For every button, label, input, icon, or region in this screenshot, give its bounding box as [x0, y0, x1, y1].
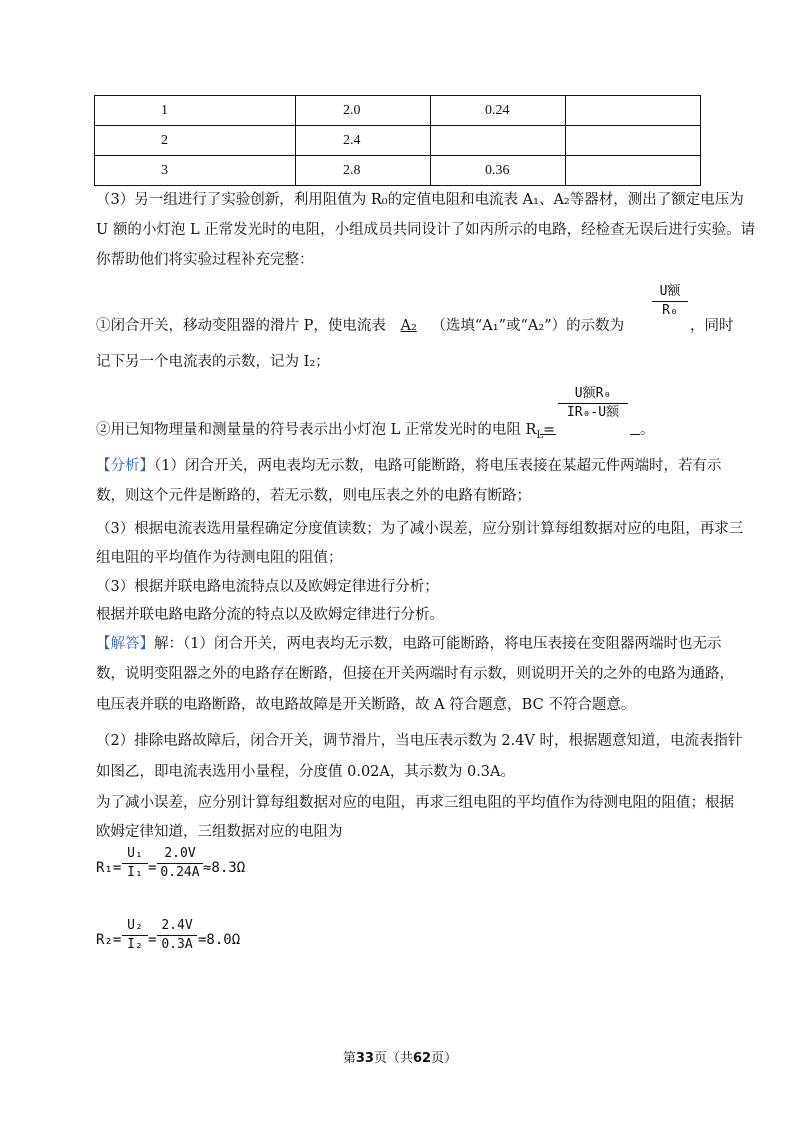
page-total: 62	[413, 1051, 432, 1066]
r1-fraction-1	[122, 846, 148, 881]
r1-f2-den: 0.24A	[160, 865, 200, 880]
r2-f1-den: I₂	[127, 937, 143, 952]
footer-mid: 页（共	[373, 1051, 413, 1066]
analysis-line-6: 根据并联电路电路分流的特点以及欧姆定律进行分析。	[96, 607, 444, 623]
step2-fraction	[558, 386, 628, 421]
fraction-bar	[652, 301, 688, 302]
table-cell: 2	[95, 126, 296, 156]
r1-result: ≈8.3Ω	[203, 860, 246, 876]
step1-frac-den: R₀	[662, 303, 678, 318]
page-number: 33	[355, 1051, 374, 1066]
analysis-line-2: 数，则这个元件是断路的，若无示数，则电压表之外的电路有断路；	[96, 488, 531, 504]
step1-text-a: ①闭合开关，移动变阻器的滑片 P，使电流表	[96, 318, 386, 334]
table-cell: 0.24	[431, 96, 566, 126]
step2-frac-num: U额R₀	[574, 386, 612, 401]
r2-lhs: R₂=	[96, 932, 122, 948]
fraction-bar	[157, 935, 197, 936]
analysis-line-1	[96, 456, 721, 476]
step1-frac-num: U额	[659, 284, 681, 299]
table-cell	[566, 156, 701, 186]
q3-line-3: 你帮助他们将实验过程补充完整：	[96, 252, 314, 268]
table-cell: 3	[95, 156, 296, 186]
solution-text: 解：（1）闭合开关，两电表均无示数，电路可能断路，将电压表接在变阻器两端时也无示	[154, 636, 722, 652]
analysis-line-3: （3）根据电流表选用量程确定分度值读数；为了减小误差，应分别计算每组数据对应的电阻，再求三	[96, 521, 744, 537]
q3-line-2: U 额的小灯泡 L 正常发光时的电阻，小组成员共同设计了如丙所示的电路，经检查无误后进行实验。请	[96, 222, 756, 238]
step2-text-b: =	[543, 422, 556, 438]
r2-f1-num: U₂	[127, 918, 143, 933]
solution-line-5: 如图乙，即电流表选用小量程，分度值 0.02A，其示数为 0.3A。	[96, 764, 516, 780]
answer-underline-left	[540, 434, 556, 435]
r1-fraction-2	[157, 846, 203, 881]
table-row	[95, 96, 701, 126]
step2-end: 。	[640, 422, 655, 438]
r2-fraction-2	[157, 918, 197, 953]
fraction-bar	[122, 863, 148, 864]
step1-text-b: （选填“A₁”或“A₂”）的示数为	[431, 318, 625, 334]
step2-text-a: ②用已知物理量和测量量的符号表示出小灯泡 L 正常发光时的电阻 R	[96, 422, 537, 438]
analysis-tag: 【分析】	[96, 458, 154, 474]
table-cell: 1	[95, 96, 296, 126]
q3-step1-line2: 记下另一个电流表的示数，记为 I₂；	[96, 354, 330, 370]
solution-line-2: 数，说明变阻器之外的电路存在断路，但接在开关两端时有示数，则说明开关的之外的电路为通路，	[96, 666, 734, 682]
r1-eq: =	[148, 860, 157, 876]
table-row	[95, 156, 701, 186]
answer-underline-right	[630, 434, 640, 435]
step2-sub: L	[536, 429, 544, 441]
q3-step2	[96, 420, 555, 446]
r1-f2-num: 2.0V	[164, 846, 196, 861]
analysis-line-5: （3）根据并联电路电流特点以及欧姆定律进行分析；	[96, 579, 439, 595]
r1-f1-den: I₁	[127, 865, 143, 880]
fraction-bar	[558, 403, 628, 404]
table-row	[95, 126, 701, 156]
r2-fraction-1	[122, 918, 148, 953]
r1-f1-num: U₁	[127, 846, 143, 861]
solution-line-4: （2）排除电路故障后，闭合开关，调节滑片，当电压表示数为 2.4V 时，根据题意知道，电流表指针	[96, 733, 743, 749]
analysis-text: （1）闭合开关，两电表均无示数，电路可能断路，将电压表接在某超元件两端时，若有示	[154, 458, 722, 474]
r2-result: =8.0Ω	[198, 932, 241, 948]
data-table	[94, 95, 701, 186]
q3-step1	[96, 316, 624, 336]
r2-f2-den: 0.3A	[161, 937, 193, 952]
r1-lhs: R₁=	[96, 860, 122, 876]
table-cell: 0.36	[431, 156, 566, 186]
fraction-bar	[122, 935, 148, 936]
step1-text-c: ，同时	[690, 318, 734, 334]
fraction-bar	[157, 863, 203, 864]
solution-tag: 【解答】	[96, 636, 154, 652]
solution-line-6: 为了减小误差，应分别计算每组数据对应的电阻，再求三组电阻的平均值作为待测电阻的阻值；根据	[96, 795, 734, 811]
analysis-line-4: 组电阻的平均值作为待测电阻的阻值；	[96, 550, 343, 566]
table-cell: 2.0	[296, 96, 431, 126]
page-footer	[0, 1047, 800, 1066]
solution-line-3: 电压表并联的电路断路，故电路故障是开关断路，故 A 符合题意，BC 不符合题意。	[96, 697, 636, 713]
solution-line-1	[96, 634, 721, 654]
r2-f2-num: 2.4V	[161, 918, 193, 933]
step1-fraction	[652, 284, 688, 319]
solution-line-7: 欧姆定律知道，三组数据对应的电阻为	[96, 824, 343, 840]
table-cell: 2.4	[296, 126, 431, 156]
footer-pre: 第	[342, 1051, 356, 1066]
q3-line-1: （3）另一组进行了实验创新，利用阻值为 R₀的定值电阻和电流表 A₁、A₂等器材，测出了额定电压为	[96, 192, 744, 208]
table-cell	[431, 126, 566, 156]
table-cell: 2.8	[296, 156, 431, 186]
step2-frac-den: IR₀-U额	[566, 405, 620, 420]
table-cell	[566, 96, 701, 126]
table-cell	[566, 126, 701, 156]
r2-eq: =	[148, 932, 157, 948]
step1-answer: A₂	[400, 318, 417, 334]
footer-post: 页）	[431, 1051, 458, 1066]
